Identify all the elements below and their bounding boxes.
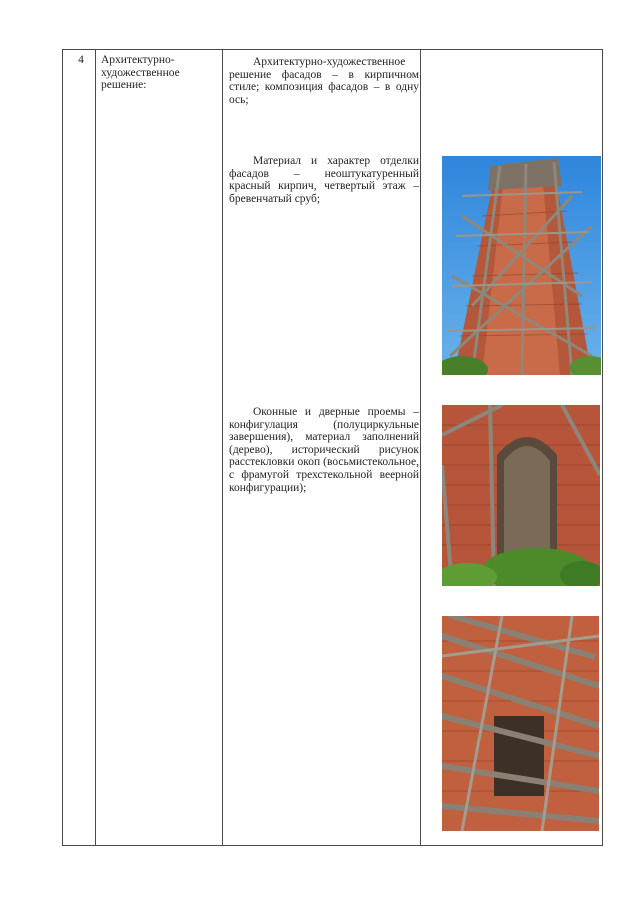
row-number: 4 (78, 54, 84, 66)
description-facade-material: Материал и характер отделки фасадов – неоштукатуренный красный кирпич, четвертый этаж – бревенчатый сруб; (229, 155, 419, 205)
table-divider-label (222, 49, 223, 846)
table-border-top (62, 49, 603, 50)
table-divider-number (95, 49, 96, 846)
table-divider-description (420, 49, 421, 846)
photo-window-opening (442, 405, 600, 586)
table-border-bottom (62, 845, 603, 846)
photo-tower-scaffolding (442, 156, 601, 375)
photo-collapsed-beams (442, 616, 599, 831)
row-label: Архитектурно-художественное решение: (101, 54, 180, 92)
description-facade-style: Архитектурно-художественное решение фасадов – в кирпичном стиле; композиция фасадов – в одну ось; (229, 56, 419, 106)
table-border-left (62, 49, 63, 846)
table-border-right (602, 49, 603, 846)
description-windows-doors: Оконные и дверные проемы –конфигулация (полуциркульные завершения), материал заполнений (дерево), исторический рисунок расстекловки окоп (восьмистекольное, с фрамугой трехстекольной веерной конфигурации); (229, 406, 419, 494)
